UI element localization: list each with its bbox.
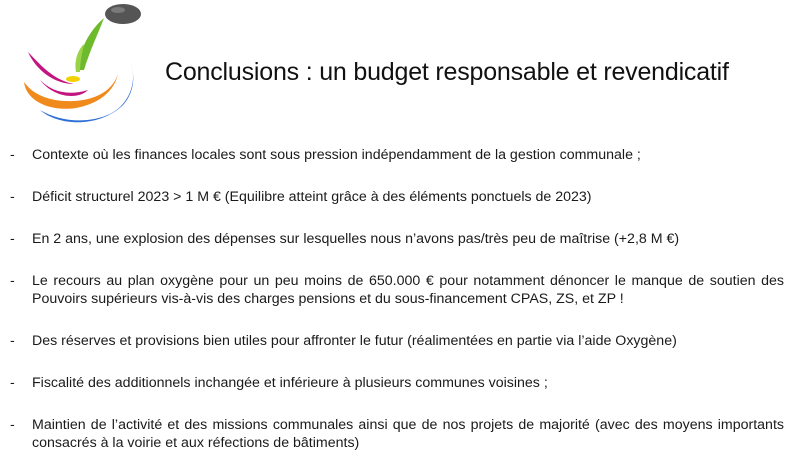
bullet-item [0,146,791,164]
blue-swoosh-shape [40,62,133,122]
bullet-marker: - [10,231,15,247]
bullet-marker: - [10,417,15,433]
stone-shape [105,4,141,24]
bullet-text: Contexte où les finances locales sont sous pression indépendamment de la gestion communale ; [32,147,641,163]
yellow-shape [66,76,80,82]
bullet-marker: - [10,189,15,205]
bullet-text: En 2 ans, une explosion des dépenses sur lesquelles nous n’avons pas/très peu de maîtrise (+2,8 M €) [32,231,680,247]
bullet-item [0,272,791,308]
bullet-item [0,188,791,206]
bullet-list [0,142,791,452]
bullet-text: Déficit structurel 2023 > 1 M € (Equilibre atteint grâce à des éléments ponctuels de 2023) [32,189,592,205]
bullet-text: Le recours au plan oxygène pour un peu moins de 650.000 € pour notamment dénoncer le manque de soutien des Pouvoirs supérieurs vis-à-vis des charges pensions et du sous-financement CPAS, ZS, et ZP ! [32,273,784,307]
bullet-marker: - [10,147,15,163]
bullet-text: Des réserves et provisions bien utiles pour affronter le futur (réalimentées en partie via l’aide Oxygène) [32,333,677,349]
bullet-text: Maintien de l’activité et des missions communales ainsi que de nos projets de majorité (avec des moyens importants consacrés à la voirie et aux réfections de bâtiments) [32,417,784,451]
bullet-marker: - [10,375,15,391]
bullet-item [0,332,791,350]
bullet-text: Fiscalité des additionnels inchangée et inférieure à plusieurs communes voisines ; [32,375,548,391]
bullet-marker: - [10,333,15,349]
slide-title: Conclusions : un budget responsable et revendicatif [165,58,729,86]
bullet-marker: - [10,273,15,289]
leaf-shape [80,18,104,70]
bullet-item [0,230,791,248]
logo-icon [18,0,148,130]
bullet-item [0,374,791,392]
